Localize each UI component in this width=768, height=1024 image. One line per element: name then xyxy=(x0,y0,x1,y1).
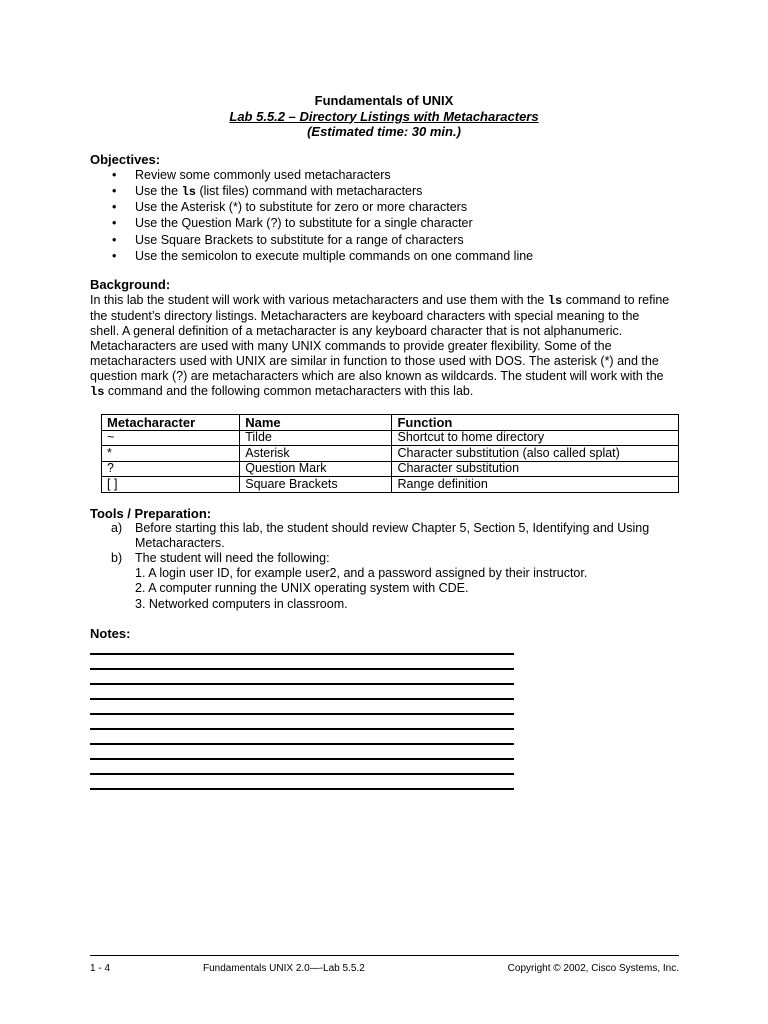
background-heading: Background: xyxy=(90,277,171,292)
table-cell: Character substitution (also called splat) xyxy=(392,446,679,462)
table-cell: [ ] xyxy=(102,477,240,493)
table-header-row xyxy=(102,415,679,431)
list-marker: b) xyxy=(111,551,123,566)
table-header-cell: Metacharacter xyxy=(102,415,240,431)
metacharacter-table xyxy=(101,414,679,493)
note-line xyxy=(90,788,514,790)
list-item: • Use the Asterisk (*) to substitute for zero or more characters xyxy=(90,200,680,216)
table-cell: Question Mark xyxy=(240,461,392,477)
estimated-time: (Estimated time: 30 min.) xyxy=(307,124,461,139)
table-cell: Square Brackets xyxy=(240,477,392,493)
tools-heading: Tools / Preparation: xyxy=(90,506,212,521)
note-line xyxy=(90,653,514,655)
title-block xyxy=(0,93,768,140)
note-line xyxy=(90,713,514,715)
footer-page-number: 1 - 4 xyxy=(90,963,111,974)
objectives-section xyxy=(90,152,680,265)
note-line xyxy=(90,743,514,745)
objectives-list xyxy=(90,168,680,266)
tools-list xyxy=(90,521,680,612)
notes-heading: Notes: xyxy=(90,626,131,641)
note-line xyxy=(90,698,514,700)
table-cell: Shortcut to home directory xyxy=(392,430,679,446)
table-cell: ~ xyxy=(102,430,240,446)
table-header-cell: Function xyxy=(392,415,679,431)
note-line xyxy=(90,728,514,730)
background-paragraph: In this lab the student will work with various metacharacters and use them with the ls command to refine the student’s directory listings. Metacharacters are keyboard characters with special meaning to the shell. A general definition of a metacharacter is any keyboard character that is not alphanumeric. Metacharacters are used with many UNIX commands to provide greater flexibility. Some of the metacharacters used with UNIX are similar in function to those used with DOS. The asterisk (*) and the question mark (?) are metacharacters which are also known as wildcards. The student will work with the ls command and the following common metacharacters with this lab. xyxy=(90,292,670,400)
note-line xyxy=(90,683,514,685)
list-item: • Use the ls (list files) command with metacharacters xyxy=(90,184,680,200)
table-cell: Tilde xyxy=(240,430,392,446)
table-row xyxy=(102,477,679,493)
list-item: • Use the semicolon to execute multiple commands on one command line xyxy=(90,249,680,265)
note-line xyxy=(90,773,514,775)
note-line xyxy=(90,758,514,760)
table-cell: Asterisk xyxy=(240,446,392,462)
table-row xyxy=(102,461,679,477)
objectives-heading: Objectives: xyxy=(90,152,161,167)
background-section xyxy=(90,277,680,400)
list-item: • Use Square Brackets to substitute for a range of characters xyxy=(90,233,680,249)
table-row xyxy=(102,430,679,446)
tools-section xyxy=(90,506,680,612)
code-ls: ls xyxy=(90,385,105,400)
footer-course: Fundamentals UNIX 2.0—-Lab 5.5.2 xyxy=(203,963,365,974)
list-item: b) The student will need the following: 1. A login user ID, for example user2, and a password assigned by their instructor. 2. A computer running the UNIX operating system with CDE. 3. Networked computers in classroom. xyxy=(111,551,588,611)
table-cell: Character substitution xyxy=(392,461,679,477)
table-header-cell: Name xyxy=(240,415,392,431)
list-item: a) Before starting this lab, the student should review Chapter 5, Section 5, Identifying and Using Metacharacters. xyxy=(111,521,650,551)
list-item: • Use the Question Mark (?) to substitute for a single character xyxy=(90,216,680,232)
list-item: • Review some commonly used metacharacters xyxy=(90,168,680,184)
footer-copyright: Copyright © 2002, Cisco Systems, Inc. xyxy=(507,963,679,974)
table-row xyxy=(102,446,679,462)
document-title: Fundamentals of UNIX xyxy=(314,93,454,108)
table-cell: ? xyxy=(102,461,240,477)
note-line xyxy=(90,668,514,670)
code-ls: ls xyxy=(547,293,563,308)
footer-rule xyxy=(90,955,679,956)
list-marker: a) xyxy=(111,521,123,536)
table-cell: * xyxy=(102,446,240,462)
code-ls: ls xyxy=(181,184,196,199)
lab-title: Lab 5.5.2 – Directory Listings with Metacharacters xyxy=(229,108,539,124)
table-cell: Range definition xyxy=(392,477,679,493)
